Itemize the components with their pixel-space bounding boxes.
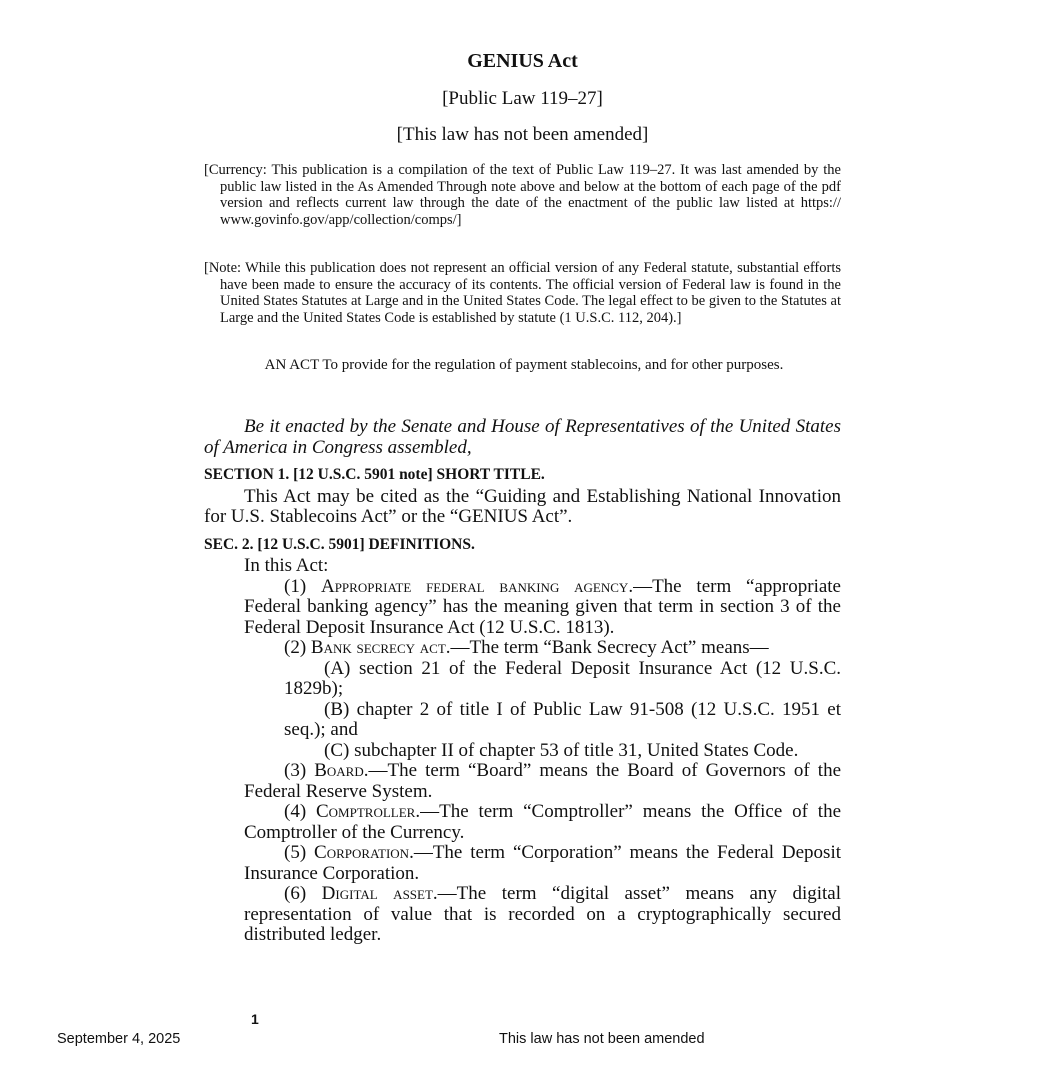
section-2-intro: In this Act:: [244, 555, 329, 576]
amendment-status: [This law has not been amended]: [396, 124, 649, 145]
law-body: [204, 417, 841, 946]
enacting-clause: Be it enacted by the Senate and House of Representatives of the United States of America in Congress assembled,: [204, 416, 841, 458]
act-purpose: AN ACT To provide for the regulation of payment stablecoins, and for other purposes.: [264, 357, 784, 373]
subitem: (B) chapter 2 of title I of Public Law 91-508 (12 U.S.C. 1951 et seq.); and: [284, 698, 841, 740]
public-law-number: [Public Law 119–27]: [442, 88, 603, 109]
definition-item: (5) Corporation.—The term “Corporation” means the Federal Deposit Insurance Corporation.: [244, 842, 841, 884]
disclaimer-note: [Note: While this publication does not represent an official version of any Federal statute, substantial efforts have been made to ensure the accuracy of its contents. The official version of Federal law is found in the United States Statutes at Large and in the United States Code. The legal effect to be given to the Statutes at Large and the United States Code is established by statute (1 U.S.C. 112, 204).]: [204, 260, 841, 326]
section-2-heading: SEC. 2. [12 U.S.C. 5901] DEFINITIONS.: [204, 535, 475, 553]
definition-item: (3) Board.—The term “Board” means the Board of Governors of the Federal Reserve System.: [244, 760, 841, 802]
footer-date: September 4, 2025: [57, 1031, 181, 1047]
currency-note: [Currency: This publication is a compilation of the text of Public Law 119–27. It was last amended by the public law listed in the As Amended Through note above and below at the bottom of each page of the pdf version and reflects current law through the date of the enactment of the public law listed at https:// www.govinfo.gov/app/collection/comps/]: [204, 162, 841, 228]
definition-item: (6) Digital asset.—The term “digital asset” means any digital representation of value that is recorded on a cryptographically secured distributed ledger.: [244, 883, 841, 945]
definition-term: Bank secrecy act: [310, 637, 446, 658]
definition-item: (1) Appropriate federal banking agency.—The term “appropriate Federal banking agency” has the meaning given that term in section 3 of the Federal Deposit Insurance Act (12 U.S.C. 1813).: [244, 575, 841, 638]
definition-term: Digital asset: [321, 883, 433, 904]
subitem: (A) section 21 of the Federal Deposit Insurance Act (12 U.S.C. 1829b);: [284, 657, 841, 699]
definition-term: Board: [314, 760, 364, 781]
page-number: 1: [251, 1011, 259, 1027]
definition-item: (4) Comptroller.—The term “Comptroller” means the Office of the Comptroller of the Currency.: [244, 801, 841, 843]
definition-term: Appropriate federal banking agency: [320, 575, 629, 597]
section-1-heading: SECTION 1. [12 U.S.C. 5901 note] SHORT TITLE.: [204, 466, 545, 483]
footer-status: This law has not been amended: [499, 1031, 705, 1047]
document-title: GENIUS Act: [467, 50, 578, 72]
subitem: (C) subchapter II of chapter 53 of title 31, United States Code.: [324, 739, 799, 761]
section-1-text: This Act may be cited as the “Guiding and Establishing National Innovation for U.S. Stablecoins Act” or the “GENIUS Act”.: [204, 485, 841, 527]
definition-term: Corporation: [314, 842, 410, 863]
definition-item: (2) Bank secrecy act.—The term “Bank Secrecy Act” means—: [284, 637, 769, 658]
definition-term: Comptroller: [316, 801, 416, 822]
